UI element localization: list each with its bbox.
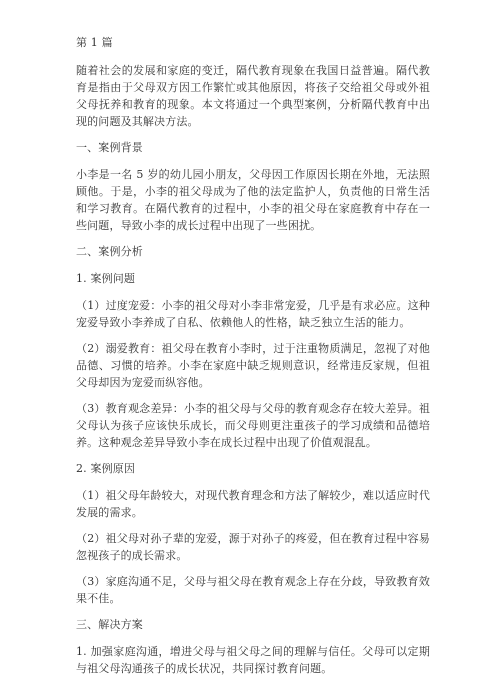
subheading-problems: 1. 案例问题 [76, 272, 136, 285]
section-heading-solutions: 三、解决方案 [76, 618, 143, 631]
subheading-causes: 2. 案例原因 [76, 462, 136, 475]
cause-item-1: （1）祖父母年龄较大，对现代教育理念和方法了解较少，难以适应时代发展的需求。 [76, 489, 430, 519]
section-heading-background: 一、案例背景 [76, 141, 143, 154]
cause-item-2: （2）祖父母对孙子辈的宠爱，源于对孙子的疼爱，但在教育过程中容易忽视孩子的成长需求。 [76, 532, 430, 562]
intro-paragraph: 随着社会的发展和家庭的变迁，隔代教育现象在我国日益普遍。隔代教育是指由于父母双方因工作繁忙或其他原因，将孩子交给祖父母或外祖父母抚养和教育的现象。本文将通过一个典型案例，分析隔代教育中出现的问题及其解决方法。 [76, 64, 430, 128]
section-heading-analysis: 二、案例分析 [76, 245, 143, 258]
problem-item-2: （2）溺爱教育：祖父母在教育小李时，过于注重物质满足，忽视了对他品德、习惯的培养。小李在家庭中缺乏规则意识，经常违反家规，但祖父母却因为宠爱而纵容他。 [76, 342, 430, 389]
solution-item-1: 1. 加强家庭沟通，增进父母与祖父母之间的理解与信任。父母可以定期与祖父母沟通孩子的成长状况，共同探讨教育问题。 [76, 645, 430, 675]
problem-item-3: （3）教育观念差异：小李的祖父母与父母的教育观念存在较大差异。祖父母认为孩子应该快乐成长，而父母则更注重孩子的学习成绩和品德培养。这种观念差异导致小李在成长过程中出现了价值观混乱。 [76, 402, 430, 449]
problem-item-1: （1）过度宠爱：小李的祖父母对小李非常宠爱，几乎是有求必应。这种宠爱导致小李养成了自私、依赖他人的性格，缺乏独立生活的能力。 [76, 299, 430, 329]
background-paragraph: 小李是一名 5 岁的幼儿园小朋友，父母因工作原因长期在外地，无法照顾他。于是，小李的祖父母成为了他的法定监护人，负责他的日常生活和学习教育。在隔代教育的过程中，小李的祖父母在家庭教育中存在一些问题，导致小李的成长过程中出现了一些困扰。 [76, 168, 430, 232]
cause-item-3: （3）家庭沟通不足，父母与祖父母在教育观念上存在分歧，导致教育效果不佳。 [76, 575, 430, 605]
page-label: 第 1 篇 [76, 36, 113, 49]
